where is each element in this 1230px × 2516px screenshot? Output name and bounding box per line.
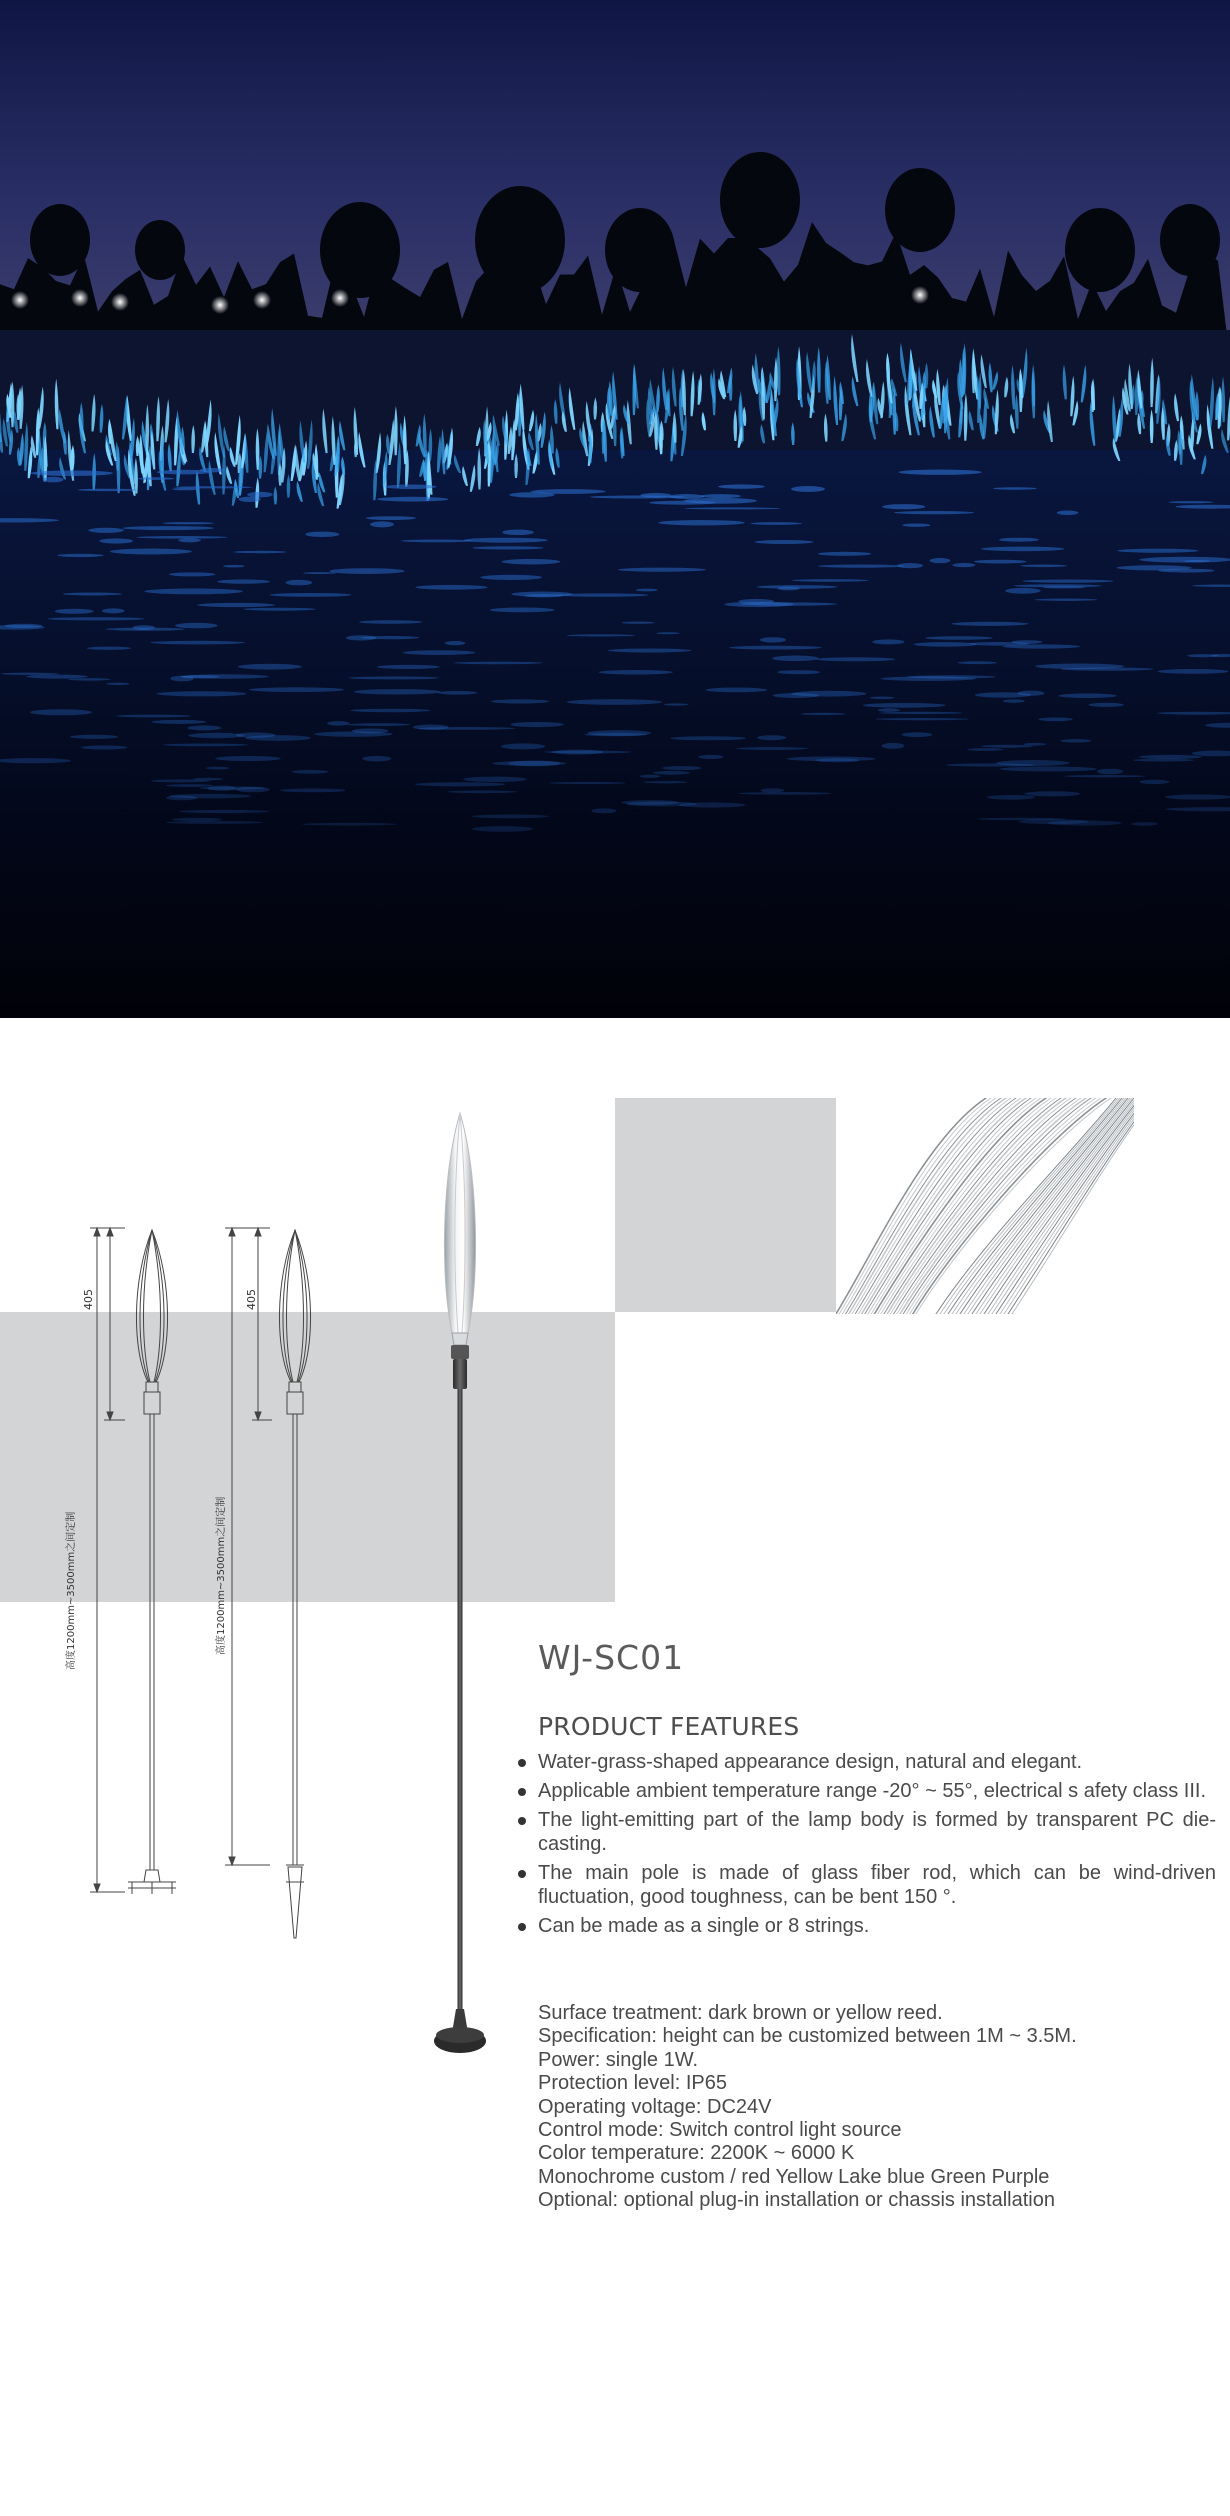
water-ripple bbox=[193, 778, 223, 781]
water-ripple bbox=[302, 823, 397, 826]
height-note-label-1: 高度1200mm~3500mm之间定制 bbox=[66, 1511, 77, 1670]
water-ripple bbox=[987, 795, 1035, 800]
water-ripple bbox=[584, 733, 647, 736]
feature-item bbox=[516, 1861, 1216, 1909]
water-ripple bbox=[930, 558, 951, 563]
water-ripple bbox=[1097, 769, 1123, 775]
water-ripple bbox=[1057, 511, 1079, 516]
water-ripple bbox=[608, 649, 691, 653]
water-ripple bbox=[510, 722, 563, 727]
spec-line: Specification: height can be customized between 1M ~ 3.5M. bbox=[538, 2025, 1077, 2048]
tree-crown bbox=[720, 152, 800, 248]
dimension-drawing-svg bbox=[0, 1210, 400, 1970]
water-ripple bbox=[57, 554, 104, 557]
water-ripple bbox=[370, 521, 394, 527]
water-ripple bbox=[755, 540, 814, 544]
water-ripple bbox=[415, 782, 506, 786]
feature-text: Applicable ambient temperature range -20° ~ 55°, electrical s afety class III. bbox=[538, 1780, 1206, 1802]
street-lamp-glow bbox=[111, 293, 129, 311]
water-ripple bbox=[327, 721, 349, 726]
water-ripple bbox=[1088, 703, 1123, 707]
water-ripple bbox=[280, 789, 346, 793]
water-ripple bbox=[777, 670, 820, 674]
water-ripple bbox=[957, 661, 997, 664]
spec-line: Monochrome custom / red Yellow Lake blue Green Purple bbox=[538, 2165, 1050, 2188]
water-ripple bbox=[438, 691, 478, 695]
water-ripple bbox=[1061, 739, 1092, 742]
feature-item bbox=[516, 1808, 1216, 1856]
water-ripple bbox=[685, 507, 781, 509]
feature-item bbox=[516, 1914, 1216, 1938]
gray-panel-upper bbox=[615, 1098, 837, 1312]
water-ripple bbox=[377, 665, 440, 669]
water-ripple bbox=[1117, 565, 1192, 570]
water-ripple bbox=[68, 678, 111, 680]
water-ripple bbox=[621, 800, 679, 805]
water-ripple bbox=[816, 657, 895, 661]
water-ripple bbox=[664, 703, 689, 705]
water-ripple bbox=[169, 794, 251, 799]
tree-crown bbox=[475, 186, 565, 294]
water-ripple bbox=[30, 709, 92, 715]
water-ripple bbox=[644, 781, 688, 783]
tree-crown bbox=[135, 220, 185, 280]
water-ripple bbox=[106, 683, 129, 685]
water-ripple bbox=[144, 589, 243, 595]
water-ripple bbox=[413, 725, 449, 730]
water-ripple bbox=[116, 715, 192, 718]
spec-line: Protection level: IP65 bbox=[538, 2072, 727, 2095]
water-ripple bbox=[1039, 718, 1073, 722]
water-ripple bbox=[292, 770, 329, 774]
bullet-icon bbox=[518, 1817, 526, 1825]
water-ripple bbox=[362, 756, 391, 762]
water-ripple bbox=[448, 791, 517, 794]
water-ripple bbox=[566, 634, 635, 636]
water-ripple bbox=[738, 599, 774, 604]
water-ripple bbox=[1022, 580, 1113, 583]
water-ripple bbox=[1017, 691, 1044, 696]
water-ripple bbox=[199, 787, 264, 790]
water-ripple bbox=[26, 675, 87, 679]
spec-line: Color temperature: 2200K ~ 6000 K bbox=[538, 2142, 855, 2165]
water-ripple bbox=[31, 470, 114, 476]
feature-text: Water-grass-shaped appearance design, natural and elegant. bbox=[538, 1751, 1083, 1773]
water-ripple bbox=[787, 756, 876, 761]
water-ripple bbox=[163, 744, 249, 747]
water-ripple bbox=[925, 636, 993, 640]
water-ripple bbox=[1059, 693, 1117, 698]
water-ripple bbox=[567, 699, 663, 705]
bullet-icon bbox=[518, 1923, 526, 1931]
water-ripple bbox=[187, 725, 221, 730]
spec-line: Operating voltage: DC24V bbox=[538, 2095, 772, 2118]
water-ripple bbox=[981, 745, 1033, 748]
tree-crown bbox=[1065, 208, 1135, 292]
water-ripple bbox=[350, 709, 430, 712]
water-ripple bbox=[249, 687, 344, 692]
product-render bbox=[420, 1105, 500, 2060]
water-ripple bbox=[599, 670, 673, 675]
feature-item bbox=[516, 1779, 1216, 1803]
water-ripple bbox=[359, 620, 422, 624]
water-ripple bbox=[882, 504, 925, 509]
water-ripple bbox=[136, 536, 227, 539]
water-ripple bbox=[509, 492, 555, 497]
lamp-pole-icon bbox=[420, 1105, 500, 2060]
water-ripple bbox=[453, 662, 543, 665]
water-ripple bbox=[736, 747, 808, 750]
water-ripple bbox=[878, 708, 900, 712]
water-ripple bbox=[102, 608, 125, 613]
water-ripple bbox=[175, 623, 218, 629]
water-ripple bbox=[1047, 820, 1121, 825]
water-ripple bbox=[122, 526, 214, 530]
feature-text: Can be made as a single or 8 strings. bbox=[538, 1915, 870, 1937]
water-ripple bbox=[653, 771, 690, 775]
water-ripple bbox=[658, 520, 744, 525]
water-ripple bbox=[223, 565, 245, 568]
water-ripple bbox=[361, 636, 419, 639]
water-ripple bbox=[700, 494, 741, 498]
height-note-label-2: 高度1200mm~3500mm之间定制 bbox=[216, 1496, 227, 1655]
water-ripple bbox=[872, 639, 904, 644]
water-ripple bbox=[1020, 565, 1067, 568]
bullet-icon bbox=[518, 1759, 526, 1767]
water-ripple bbox=[172, 818, 222, 822]
spec-line: Power: single 1W. bbox=[538, 2048, 699, 2071]
water-ripple bbox=[555, 593, 648, 596]
tree-crown bbox=[1160, 204, 1220, 276]
bullet-icon bbox=[518, 1788, 526, 1796]
water-ripple bbox=[738, 792, 832, 795]
water-ripple bbox=[348, 723, 411, 726]
water-ripple bbox=[247, 492, 273, 498]
water-ripple bbox=[490, 608, 555, 613]
technical-drawing bbox=[0, 1210, 400, 1970]
water-ripple bbox=[508, 761, 560, 767]
water-ripple bbox=[238, 664, 302, 670]
water-ripple bbox=[472, 826, 533, 832]
water-ripple bbox=[882, 743, 905, 749]
water-ripple bbox=[894, 511, 975, 514]
water-ripple bbox=[698, 755, 723, 759]
water-ripple bbox=[818, 565, 904, 568]
water-ripple bbox=[999, 538, 1039, 542]
water-ripple bbox=[87, 647, 131, 650]
water-ripple bbox=[352, 728, 389, 733]
water-ripple bbox=[99, 538, 133, 543]
water-ripple bbox=[591, 808, 616, 813]
water-ripple bbox=[502, 530, 534, 536]
water-ripple bbox=[348, 676, 439, 679]
water-ripple bbox=[377, 497, 448, 502]
water-ripple bbox=[1139, 557, 1230, 563]
water-ripple bbox=[166, 784, 214, 787]
water-ripple bbox=[217, 579, 270, 583]
water-ripple bbox=[1005, 588, 1041, 594]
water-ripple bbox=[502, 559, 561, 565]
water-ripple bbox=[899, 470, 982, 475]
water-ripple bbox=[329, 568, 404, 574]
water-ripple bbox=[902, 732, 932, 737]
water-ripple bbox=[1157, 669, 1228, 674]
water-ripple bbox=[234, 551, 287, 553]
water-ripple bbox=[88, 528, 124, 533]
fiber-detail-photo bbox=[836, 1098, 1134, 1314]
water-ripple bbox=[305, 532, 339, 537]
water-ripple bbox=[552, 750, 603, 755]
features-list bbox=[516, 1750, 1216, 1943]
street-lamp-glow bbox=[331, 289, 349, 307]
water-ripple bbox=[1000, 767, 1097, 772]
water-ripple bbox=[756, 585, 837, 589]
water-ripple bbox=[729, 646, 822, 650]
water-ripple bbox=[199, 468, 225, 472]
spec-line: Control mode: Switch control light source bbox=[538, 2119, 902, 2142]
water-ripple bbox=[401, 540, 474, 543]
tree-crown bbox=[885, 168, 955, 252]
water-ripple bbox=[239, 497, 261, 502]
head-dimension-label-2: 405 bbox=[245, 1289, 258, 1310]
hero-photo bbox=[0, 0, 1230, 1018]
water-ripple bbox=[170, 676, 193, 682]
water-ripple bbox=[1042, 586, 1085, 588]
water-ripple bbox=[636, 589, 658, 592]
water-ripple bbox=[150, 641, 244, 645]
water-ripple bbox=[640, 493, 671, 498]
water-ripple bbox=[175, 486, 253, 488]
water-ripple bbox=[791, 486, 825, 492]
water-ripple bbox=[178, 538, 201, 542]
water-ripple bbox=[1002, 644, 1080, 648]
water-ripple bbox=[197, 603, 275, 607]
water-ripple bbox=[718, 484, 765, 488]
model-title: WJ-SC01 bbox=[538, 1638, 685, 1677]
water-ripple bbox=[1169, 501, 1214, 503]
water-ripple bbox=[270, 593, 352, 597]
water-ripple bbox=[907, 675, 995, 678]
water-ripple bbox=[618, 568, 706, 572]
tree-crown bbox=[320, 202, 400, 298]
water-ripple bbox=[1011, 640, 1042, 643]
feature-item bbox=[516, 1750, 1216, 1774]
water-ripple bbox=[1035, 599, 1097, 601]
water-ripple bbox=[649, 501, 716, 505]
spec-line: Surface treatment: dark brown or yellow reed. bbox=[538, 2002, 943, 2024]
fiber-strands-icon bbox=[836, 1098, 1134, 1314]
water-ripple bbox=[1023, 743, 1046, 746]
water-ripple bbox=[1139, 780, 1169, 784]
water-ripple bbox=[760, 788, 784, 792]
water-ripple bbox=[750, 522, 802, 525]
water-ripple bbox=[946, 763, 1035, 766]
water-ripple bbox=[473, 546, 544, 549]
water-ripple bbox=[879, 712, 963, 714]
water-ripple bbox=[981, 547, 1064, 552]
water-ripple bbox=[760, 637, 786, 642]
water-ripple bbox=[1, 673, 59, 675]
water-ripple bbox=[480, 575, 542, 580]
water-ripple bbox=[403, 650, 475, 655]
water-ripple bbox=[166, 821, 263, 824]
water-ripple bbox=[77, 489, 137, 491]
specs-list bbox=[538, 2002, 1218, 2213]
water-ripple bbox=[967, 748, 1003, 751]
water-ripple bbox=[952, 563, 975, 567]
water-ripple bbox=[706, 688, 768, 693]
street-lamp-glow bbox=[253, 291, 271, 309]
water-ripple bbox=[445, 641, 466, 645]
street-lamp-glow bbox=[911, 286, 929, 304]
water-ripple bbox=[1117, 549, 1198, 553]
water-ripple bbox=[622, 622, 655, 624]
water-ripple bbox=[640, 775, 661, 778]
water-ripple bbox=[1139, 755, 1202, 759]
water-ripple bbox=[163, 522, 214, 524]
water-ripple bbox=[669, 494, 704, 499]
water-ripple bbox=[385, 485, 437, 490]
water-ripple bbox=[1024, 791, 1080, 796]
water-ripple bbox=[152, 720, 207, 724]
water-ripple bbox=[1133, 759, 1194, 762]
features-heading: PRODUCT FEATURES bbox=[538, 1712, 800, 1741]
water-ripple bbox=[70, 735, 118, 739]
water-ripple bbox=[55, 609, 94, 614]
water-ripple bbox=[1184, 560, 1211, 562]
feature-text: The main pole is made of glass fiber rod, which can be wind-driven fluctuation, good toughness, can be bent 150 °. bbox=[538, 1862, 1216, 1908]
water-ripple bbox=[415, 585, 487, 590]
water-ripple bbox=[902, 524, 930, 527]
tree-crown bbox=[30, 204, 90, 276]
water-ripple bbox=[236, 732, 276, 737]
night-reed-scene bbox=[0, 0, 1230, 1018]
water-ripple bbox=[951, 622, 1028, 626]
head-dimension-label-1: 405 bbox=[82, 1289, 95, 1310]
water-ripple bbox=[169, 572, 216, 576]
water-ripple bbox=[286, 580, 313, 586]
water-ripple bbox=[1003, 699, 1025, 702]
tree-crown bbox=[605, 208, 675, 292]
water-ripple bbox=[81, 746, 127, 750]
water-ripple bbox=[243, 608, 315, 611]
water-ripple bbox=[110, 549, 192, 555]
feature-text: The light-emitting part of the lamp body is formed by transparent PC die-casting. bbox=[538, 1809, 1216, 1855]
water-ripple bbox=[1165, 794, 1230, 799]
water-ripple bbox=[870, 697, 895, 700]
water-ripple bbox=[757, 735, 786, 740]
water-ripple bbox=[137, 477, 174, 480]
water-ripple bbox=[1132, 822, 1159, 826]
water-ripple bbox=[472, 815, 549, 819]
street-lamp-glow bbox=[11, 291, 29, 309]
water-ripple bbox=[43, 477, 64, 483]
water-ripple bbox=[206, 767, 230, 770]
water-ripple bbox=[772, 656, 819, 662]
spec-line: Optional: optional plug-in installation or chassis installation bbox=[538, 2189, 1055, 2212]
street-lamp-glow bbox=[71, 289, 89, 307]
water-ripple bbox=[656, 632, 679, 634]
water-ripple bbox=[773, 693, 819, 698]
water-ripple bbox=[977, 818, 1066, 820]
water-ripple bbox=[463, 777, 527, 782]
water-ripple bbox=[662, 766, 702, 770]
water-ripple bbox=[491, 699, 549, 703]
water-ripple bbox=[993, 487, 1037, 489]
water-ripple bbox=[303, 572, 336, 574]
water-ripple bbox=[464, 538, 548, 543]
water-ripple bbox=[63, 593, 122, 596]
water-ripple bbox=[818, 552, 871, 556]
water-ripple bbox=[47, 617, 144, 620]
water-ripple bbox=[549, 782, 626, 784]
water-ripple bbox=[1064, 775, 1145, 777]
water-ripple bbox=[366, 516, 416, 520]
water-ripple bbox=[679, 802, 746, 807]
water-ripple bbox=[501, 743, 545, 749]
water-ripple bbox=[133, 625, 155, 630]
water-ripple bbox=[801, 713, 846, 715]
street-lamp-glow bbox=[211, 296, 229, 314]
water-ripple bbox=[179, 810, 270, 813]
water-ripple bbox=[157, 691, 247, 696]
water-ripple bbox=[215, 756, 281, 761]
water-ripple bbox=[914, 642, 977, 647]
bullet-icon bbox=[518, 1870, 526, 1878]
water-ripple bbox=[876, 718, 969, 720]
water-ripple bbox=[354, 689, 442, 694]
water-ripple bbox=[792, 579, 869, 582]
water-ripple bbox=[863, 703, 946, 708]
water-ripple bbox=[1035, 664, 1124, 670]
water-ripple bbox=[670, 736, 746, 740]
water-ripple bbox=[974, 560, 1027, 564]
